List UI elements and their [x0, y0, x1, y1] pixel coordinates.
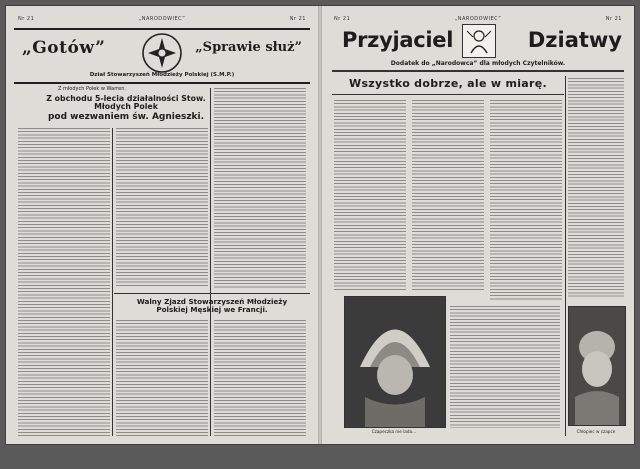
photo-caption-right: Chłopiec w czapce — [576, 429, 616, 434]
headline-rule — [332, 94, 564, 95]
story-column-4 — [568, 78, 624, 298]
bonnet-photo-image — [345, 297, 445, 427]
article2-column-1 — [116, 320, 208, 436]
dziatwy-title: Dziatwy — [527, 28, 622, 52]
story-headline: Wszystko dobrze, ale w miarę. — [349, 77, 547, 90]
boy-photo-image — [569, 307, 625, 425]
sprawie-sluz-title: „Sprawie służ” — [195, 40, 302, 55]
left-paper-name: „NARODOWIEC” — [138, 16, 186, 22]
scout-cross-emblem-icon — [141, 32, 183, 74]
column-rule — [210, 88, 211, 436]
boy-photo — [568, 306, 626, 426]
article2-column-2 — [214, 320, 306, 436]
children-emblem-icon — [462, 24, 496, 58]
przyjaciel-subhead: Dodatek do „Narodowca” dla młodych Czytelników. — [390, 60, 566, 67]
body-column-3 — [214, 88, 306, 288]
bonnet-photo — [344, 296, 446, 428]
gotow-subhead: Dział Stowarzyszeń Młodzieży Polskiej (S.M.P.) — [89, 72, 235, 78]
newspaper-spread — [6, 6, 634, 444]
body-column-1 — [18, 128, 110, 436]
photo-caption-left: Czapeczka nie lada… — [371, 429, 417, 434]
article1-kicker: Z obchodu 5-lecia działalności Stow. Młodych Polek — [46, 94, 206, 112]
article-divider — [114, 293, 310, 294]
left-page — [6, 6, 318, 444]
right-running-head — [334, 16, 622, 24]
article2-headline: Walny Zjazd Stowarzyszeń Młodzieży Polskiej Męskiej we Francji. — [136, 297, 288, 314]
story-column-2 — [412, 100, 484, 290]
column-rule — [565, 76, 566, 436]
story-column-1 — [334, 100, 406, 290]
article1-headline: pod wezwaniem św. Agnieszki. — [47, 112, 205, 122]
column-rule — [112, 128, 113, 436]
right-page-number-right: Nr 21 — [605, 16, 622, 22]
przyjaciel-title: Przyjaciel — [342, 28, 454, 52]
story-column-3 — [490, 100, 562, 300]
left-running-head — [18, 16, 306, 24]
left-page-number-right: Nr 21 — [289, 16, 306, 22]
story-column-lower — [450, 306, 560, 428]
gotow-title: „Gotów” — [22, 38, 106, 58]
right-paper-name: „NARODOWIEC” — [454, 16, 502, 22]
gotow-masthead — [14, 28, 310, 84]
body-column-2 — [116, 128, 208, 288]
left-page-number: Nr 21 — [18, 16, 35, 22]
right-page — [322, 6, 634, 444]
article1-dateline: Z młodych Polek w Warren. — [58, 86, 126, 92]
masthead-rule — [332, 70, 624, 72]
right-page-number: Nr 21 — [334, 16, 351, 22]
